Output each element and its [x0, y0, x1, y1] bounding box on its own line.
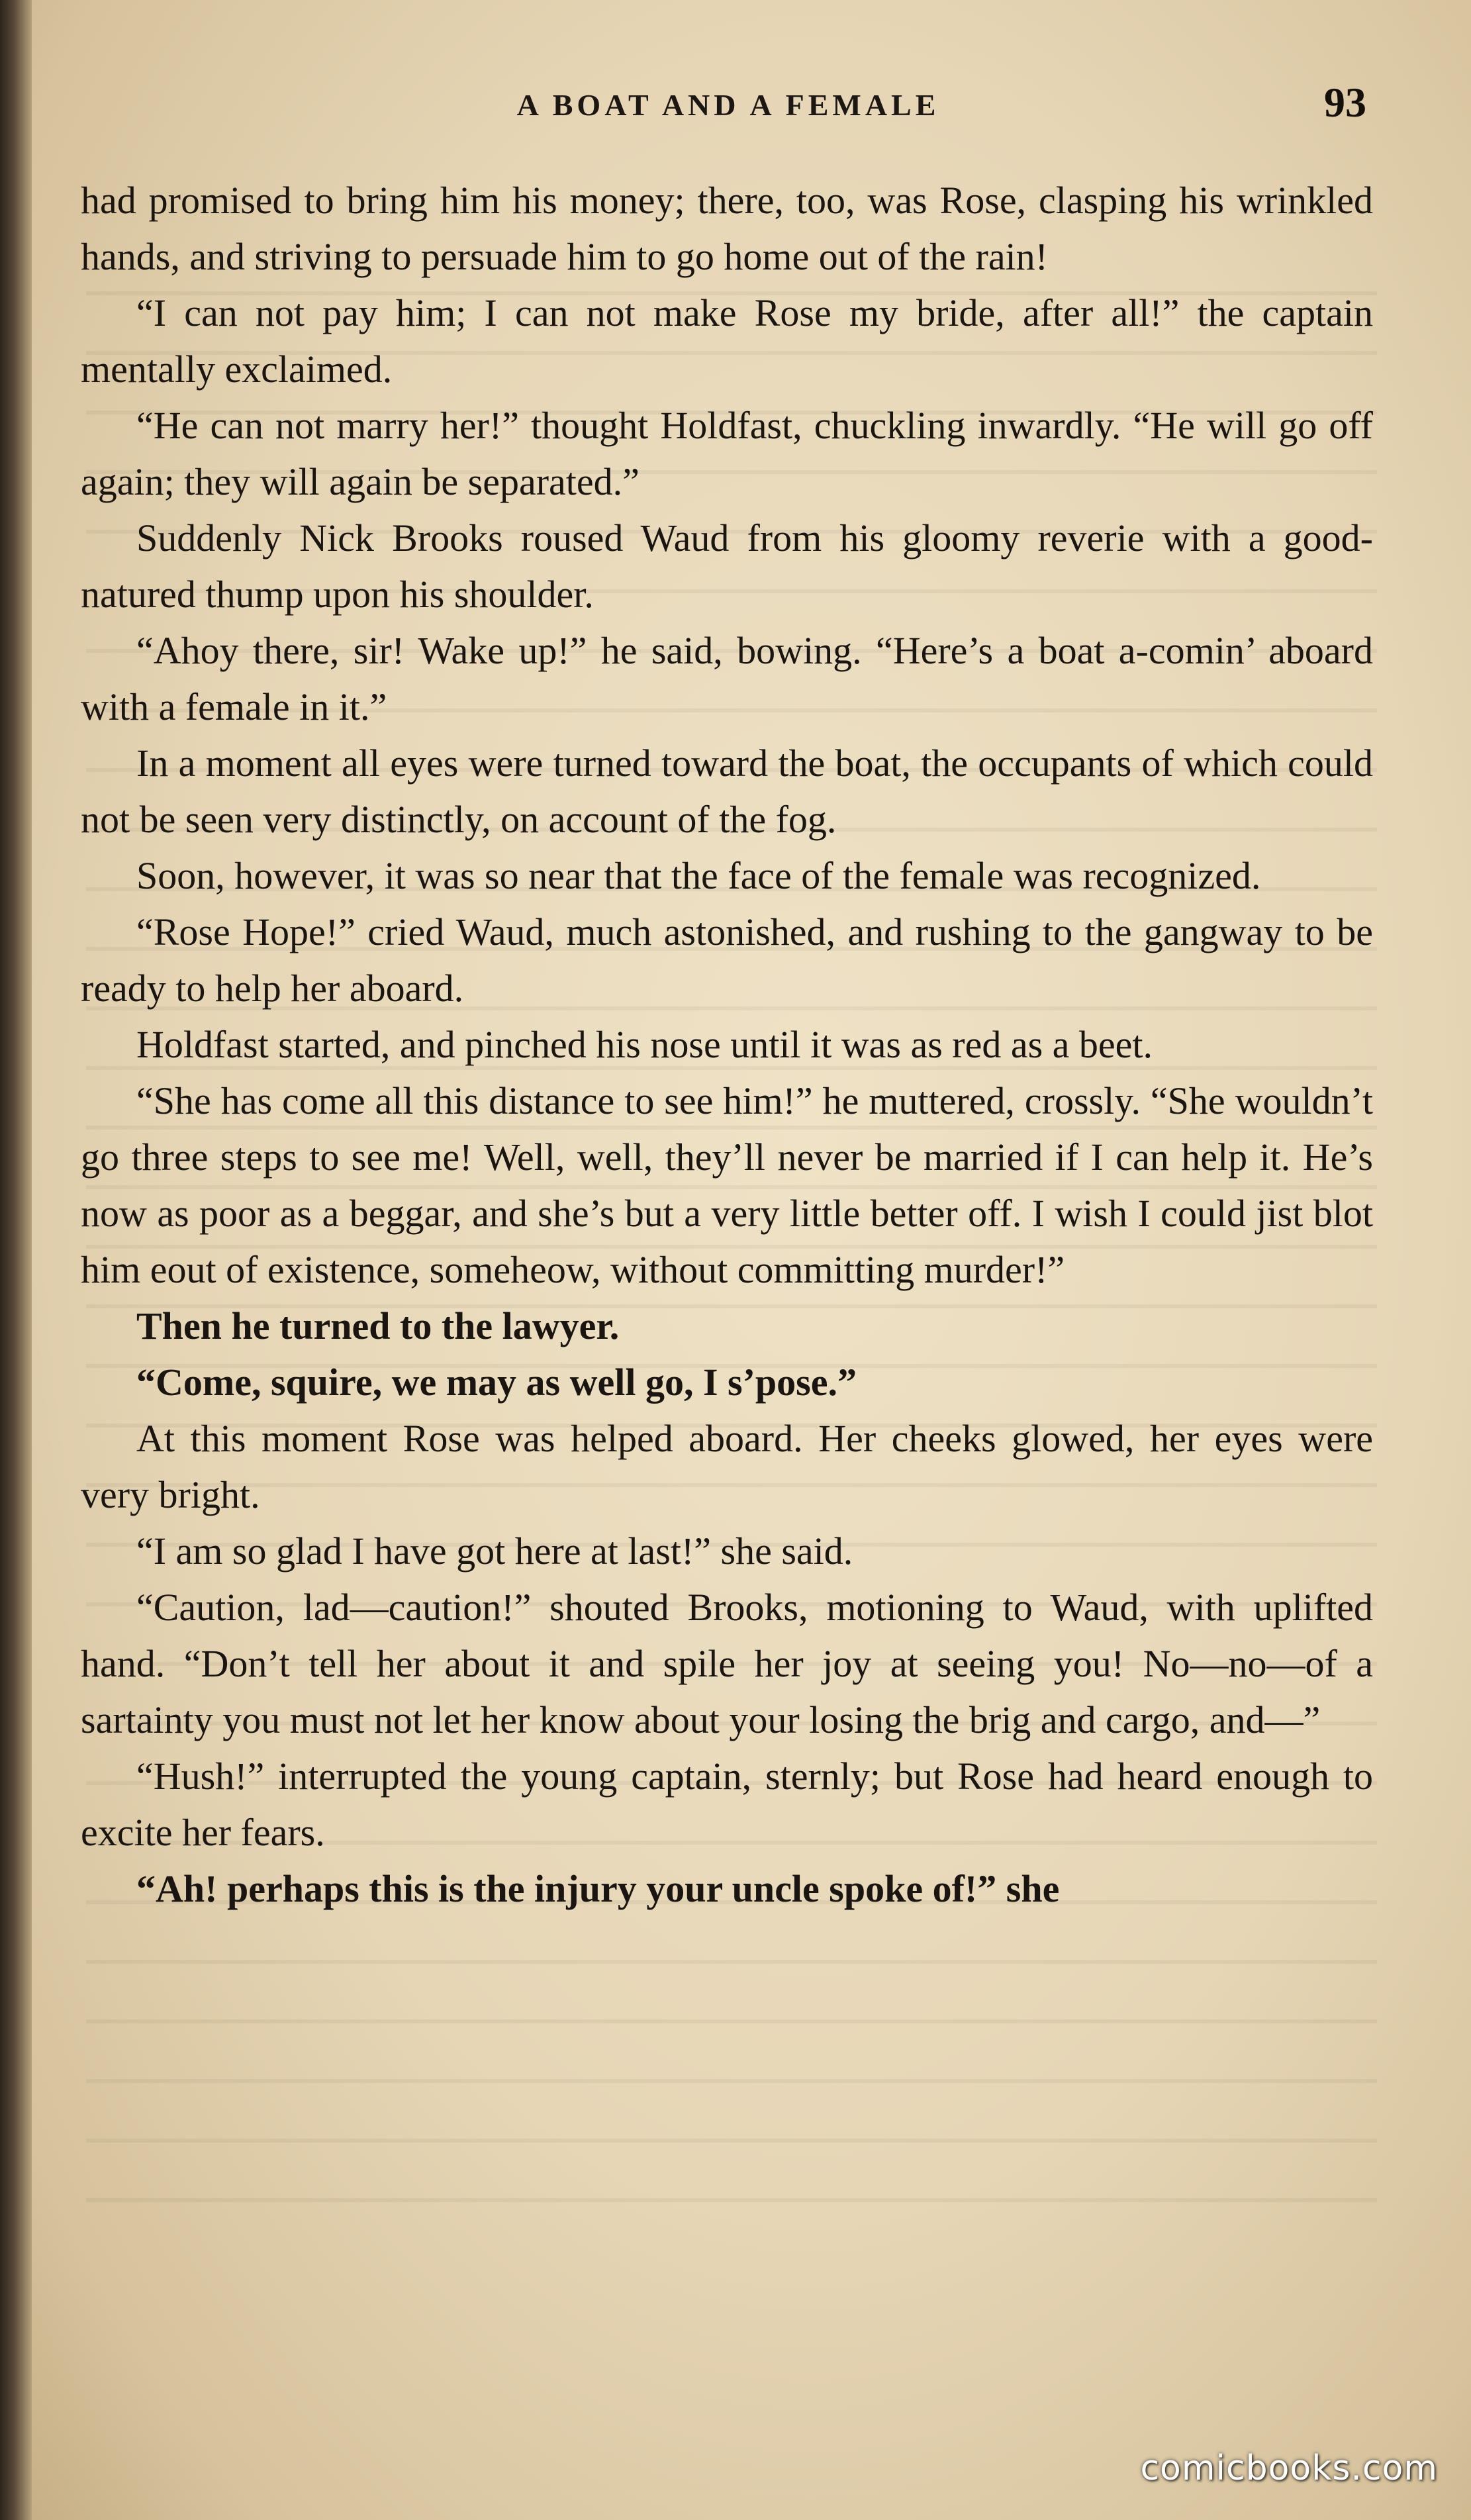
- page-number: 93: [1324, 79, 1366, 126]
- paragraph: “I can not pay him; I can not make Rose my bride, after all!” the captain mentally exclaimed.: [81, 291, 1373, 391]
- paragraph: “She has come all this distance to see him!” he muttered, crossly. “She wouldn’t go three steps to see me! Well, well, they’ll never be married if I can help it. He’s now as poor as a beggar, and she’s but a very little better off. I wish I could jist blot him eout of existence, someheow, without committing murder!”: [81, 1079, 1373, 1291]
- site-watermark: comicbooks.com: [1140, 2448, 1438, 2488]
- page-header: [79, 78, 1377, 131]
- paragraph: had promised to bring him his money; there, too, was Rose, clasping his wrinkled hands, and striving to persuade him to go home out of the rain!: [81, 179, 1373, 278]
- paragraph: “Ahoy there, sir! Wake up!” he said, bowing. “Here’s a boat a-comin’ aboard with a female in it.”: [81, 629, 1373, 728]
- paragraph: Suddenly Nick Brooks roused Waud from his gloomy reverie with a good-natured thump upon his shoulder.: [81, 516, 1373, 616]
- paragraph: Soon, however, it was so near that the face of the female was recognized.: [136, 854, 1261, 897]
- paragraph: Holdfast started, and pinched his nose until it was as red as a beet.: [136, 1023, 1153, 1066]
- paragraph: “I am so glad I have got here at last!” she said.: [136, 1529, 853, 1573]
- paragraph: “Come, squire, we may as well go, I s’pose.”: [136, 1361, 857, 1404]
- paragraph: “Hush!” interrupted the young captain, sternly; but Rose had heard enough to excite her fears.: [81, 1755, 1373, 1854]
- body-text: [81, 172, 1373, 1917]
- paragraph: At this moment Rose was helped aboard. Her cheeks glowed, her eyes were very bright.: [81, 1417, 1373, 1516]
- paragraph: Then he turned to the lawyer.: [136, 1304, 620, 1347]
- paragraph: “Caution, lad—caution!” shouted Brooks, motioning to Waud, with uplifted hand. “Don’t tell her about it and spile her joy at seeing you! No—no—of a sartainty you must not let her know about your losing the brig and cargo, and—”: [81, 1586, 1373, 1741]
- running-title: A BOAT AND A FEMALE: [516, 88, 940, 122]
- paragraph: “Ah! perhaps this is the injury your uncle spoke of!” she: [136, 1867, 1060, 1910]
- book-spine-shadow: [0, 0, 32, 2520]
- paragraph: “He can not marry her!” thought Holdfast, chuckling inwardly. “He will go off again; they will again be separated.”: [81, 404, 1373, 503]
- paragraph: In a moment all eyes were turned toward the boat, the occupants of which could not be seen very distinctly, on account of the fog.: [81, 742, 1373, 841]
- paragraph: “Rose Hope!” cried Waud, much astonished, and rushing to the gangway to be ready to help her aboard.: [81, 910, 1373, 1010]
